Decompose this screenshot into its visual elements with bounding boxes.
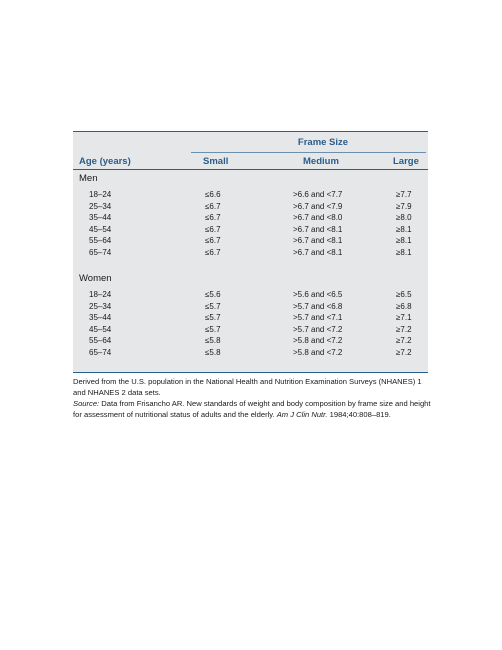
header-rule <box>73 169 428 170</box>
cell-medium: >5.6 and <6.5 <box>293 290 343 299</box>
cell-age: 45–54 <box>89 224 112 234</box>
cell-medium: >5.7 and <7.2 <box>293 324 343 334</box>
cell-medium: >6.7 and <7.9 <box>293 201 343 211</box>
cell-small: ≤6.7 <box>205 224 221 234</box>
cell-small: ≤6.7 <box>205 213 221 223</box>
cell-age: 45–54 <box>89 324 112 334</box>
cell-large: ≥7.1 <box>396 313 412 323</box>
table-row <box>73 335 428 347</box>
cell-medium: >5.8 and <7.2 <box>293 348 343 357</box>
cell-age: 55–64 <box>89 236 112 246</box>
group-label-men: Men <box>79 173 98 184</box>
source-citation: 1984;40:808–819. <box>327 409 391 419</box>
source-note <box>73 399 433 420</box>
cell-medium: >6.7 and <8.0 <box>293 213 343 223</box>
cell-small: ≤5.8 <box>205 336 221 346</box>
cell-age: 65–74 <box>89 348 112 357</box>
cell-medium: >6.6 and <7.7 <box>293 190 343 199</box>
table-row <box>73 212 428 224</box>
table-row <box>73 301 428 313</box>
table-row <box>73 312 428 324</box>
cell-large: ≥7.2 <box>396 348 412 357</box>
column-header-small: Small <box>203 156 229 167</box>
group-label-women: Women <box>79 273 112 284</box>
table-row <box>73 324 428 336</box>
cell-age: 35–44 <box>89 213 112 223</box>
cell-large: ≥7.2 <box>396 336 412 346</box>
cell-large: ≥8.1 <box>396 236 412 246</box>
cell-small: ≤5.8 <box>205 348 221 357</box>
frame-size-header: Frame Size <box>297 137 349 148</box>
cell-age: 18–24 <box>89 290 112 299</box>
cell-large: ≥7.2 <box>396 324 412 334</box>
cell-small: ≤6.6 <box>205 190 221 199</box>
cell-age: 25–34 <box>89 201 112 211</box>
cell-large: ≥7.9 <box>396 201 412 211</box>
cell-large: ≥8.0 <box>396 213 412 223</box>
cell-large: ≥8.1 <box>396 248 412 257</box>
cell-small: ≤6.7 <box>205 201 221 211</box>
table-row <box>73 201 428 213</box>
cell-small: ≤6.7 <box>205 236 221 246</box>
source-text: Data from Frisancho AR. New standards of weight and body composition by frame size and height for assessment of nutritional status of adults and the elderly. <box>73 399 431 419</box>
cell-large: ≥7.7 <box>396 190 412 199</box>
column-header-age: Age (years) <box>79 156 131 167</box>
derivation-note: Derived from the U.S. population in the National Health and Nutrition Examination Surveys (NHANES) 1 and NHANES 2 data sets. <box>73 377 422 397</box>
table-row <box>73 347 428 359</box>
cell-age: 35–44 <box>89 313 112 323</box>
cell-small: ≤5.6 <box>205 290 221 299</box>
cell-age: 18–24 <box>89 190 112 199</box>
table-row <box>73 224 428 236</box>
cell-small: ≤5.7 <box>205 313 221 323</box>
frame-size-table <box>73 131 428 373</box>
cell-medium: >5.7 and <6.8 <box>293 301 343 311</box>
column-header-large: Large <box>393 156 419 167</box>
frame-size-rule <box>191 152 426 153</box>
cell-small: ≤5.7 <box>205 301 221 311</box>
cell-large: ≥6.5 <box>396 290 412 299</box>
cell-small: ≤5.7 <box>205 324 221 334</box>
table-row <box>73 189 428 201</box>
column-header-medium: Medium <box>303 156 339 167</box>
cell-age: 25–34 <box>89 301 112 311</box>
cell-small: ≤6.7 <box>205 248 221 257</box>
table-row <box>73 235 428 247</box>
source-journal: Am J Clin Nutr. <box>276 409 328 419</box>
cell-medium: >6.7 and <8.1 <box>293 224 343 234</box>
cell-medium: >6.7 and <8.1 <box>293 248 343 257</box>
table-row <box>73 289 428 301</box>
cell-large: ≥8.1 <box>396 224 412 234</box>
cell-medium: >5.7 and <7.1 <box>293 313 343 323</box>
cell-large: ≥6.8 <box>396 301 412 311</box>
cell-age: 55–64 <box>89 336 112 346</box>
cell-medium: >6.7 and <8.1 <box>293 236 343 246</box>
table-row <box>73 247 428 259</box>
cell-medium: >5.8 and <7.2 <box>293 336 343 346</box>
cell-age: 65–74 <box>89 248 112 257</box>
source-label: Source: <box>73 399 100 408</box>
